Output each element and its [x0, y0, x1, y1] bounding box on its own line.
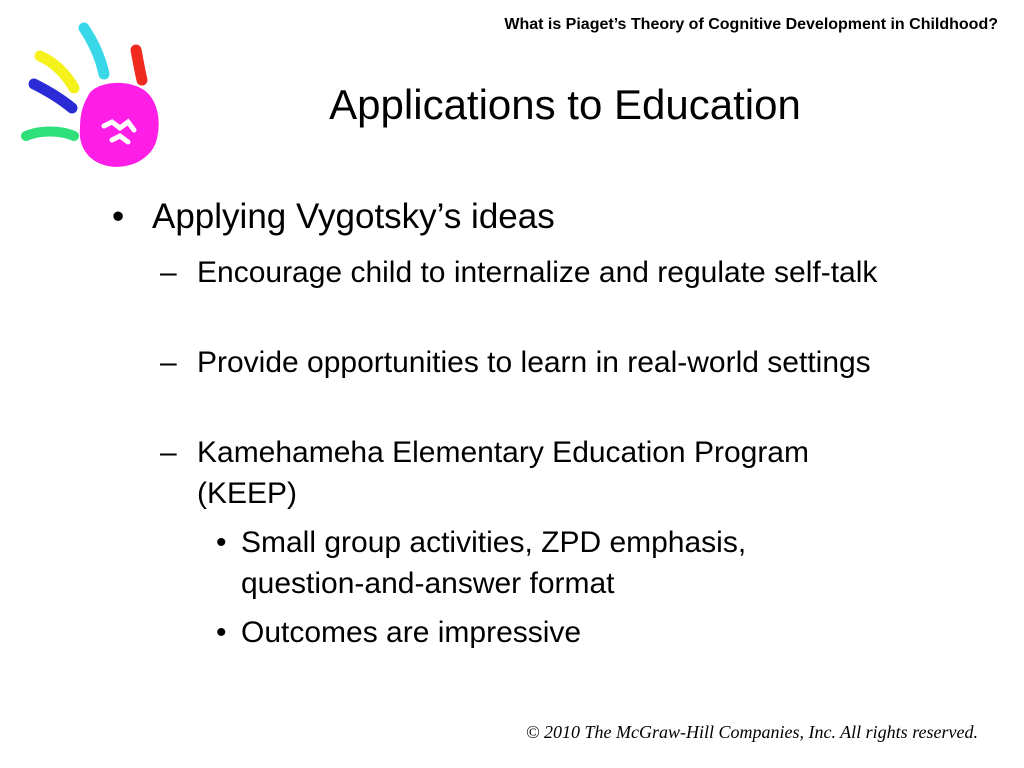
sub-sub-bullet-text: Small group activities, ZPD emphasis, question-and-answer format [241, 526, 747, 600]
sub-sub-bullet-text: Outcomes are impressive [241, 616, 582, 649]
sub-sub-bullet-item [216, 612, 876, 653]
slide-title: Applications to Education [329, 81, 801, 128]
bullet-text: Applying Vygotsky’s ideas [152, 197, 555, 236]
dash-marker: – [160, 346, 177, 379]
sub-bullet-item [160, 432, 900, 514]
sub-bullet-text: Kamehameha Elementary Education Program (KEEP) [197, 436, 809, 510]
painted-hand-icon [16, 18, 176, 178]
header-title: What is Piaget’s Theory of Cognitive Development in Childhood? [504, 16, 998, 33]
sub-sub-bullet-item [216, 522, 876, 604]
sub-bullet-item [160, 342, 900, 383]
bullet-marker: • [216, 526, 227, 559]
sub-bullet-item [160, 252, 900, 293]
sub-bullet-text: Encourage child to internalize and regulate self-talk [197, 256, 878, 289]
bullet-marker: • [216, 616, 227, 649]
copyright-footer: © 2010 The McGraw-Hill Companies, Inc. All rights reserved. [525, 722, 978, 742]
bullet-marker: • [112, 197, 125, 236]
sub-bullet-text: Provide opportunities to learn in real-world settings [197, 346, 871, 379]
dash-marker: – [160, 436, 177, 469]
dash-marker: – [160, 256, 177, 289]
